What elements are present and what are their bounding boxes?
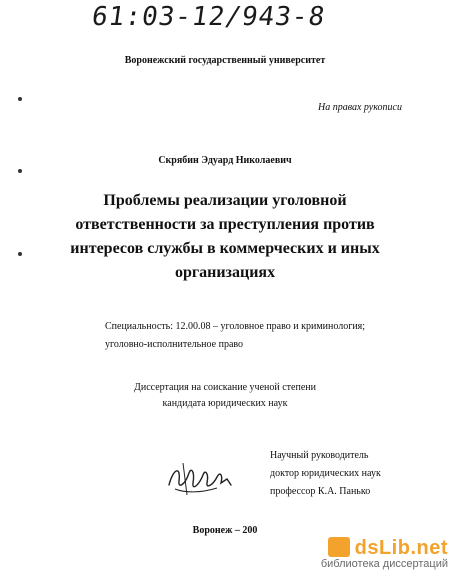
degree-block	[0, 380, 450, 412]
watermark-logo	[298, 534, 448, 560]
title-line: интересов службы в коммерческих и иных	[70, 240, 380, 257]
margin-dot	[18, 97, 22, 101]
supervisor-line: профессор К.А. Панько	[270, 486, 371, 497]
city-year: Воронеж – 200	[192, 525, 258, 536]
registration-code: 61:03-12/943-8	[89, 2, 328, 32]
title-line: организациях	[174, 264, 276, 281]
supervisor-block	[270, 447, 440, 501]
watermark-name: dsLib.net	[354, 537, 448, 559]
watermark-tagline: библиотека диссертаций	[320, 558, 448, 570]
margin-dot	[18, 169, 22, 173]
watermark	[298, 534, 448, 570]
manuscript-note: На правах рукописи	[318, 102, 402, 113]
title-line: ответственности за преступления против	[75, 216, 375, 233]
signature-image	[165, 455, 235, 500]
title-line: Проблемы реализации уголовной	[103, 192, 347, 209]
specialty-block	[105, 318, 405, 354]
dslib-logo-icon	[328, 537, 350, 557]
degree-line: Диссертация на соискание ученой степени	[134, 382, 316, 393]
supervisor-line: Научный руководитель	[270, 450, 369, 461]
specialty-line: Специальность: 12.00.08 – уголовное право и криминология;	[105, 321, 366, 332]
dissertation-title	[40, 189, 410, 285]
margin-dot	[18, 252, 22, 256]
university-name: Воронежский государственный университет	[124, 55, 326, 66]
degree-line: кандидата юридических наук	[162, 398, 288, 409]
author-name: Скрябин Эдуард Николаевич	[158, 155, 292, 166]
specialty-line: уголовно-исполнительное право	[105, 339, 244, 350]
supervisor-line: доктор юридических наук	[270, 468, 381, 479]
